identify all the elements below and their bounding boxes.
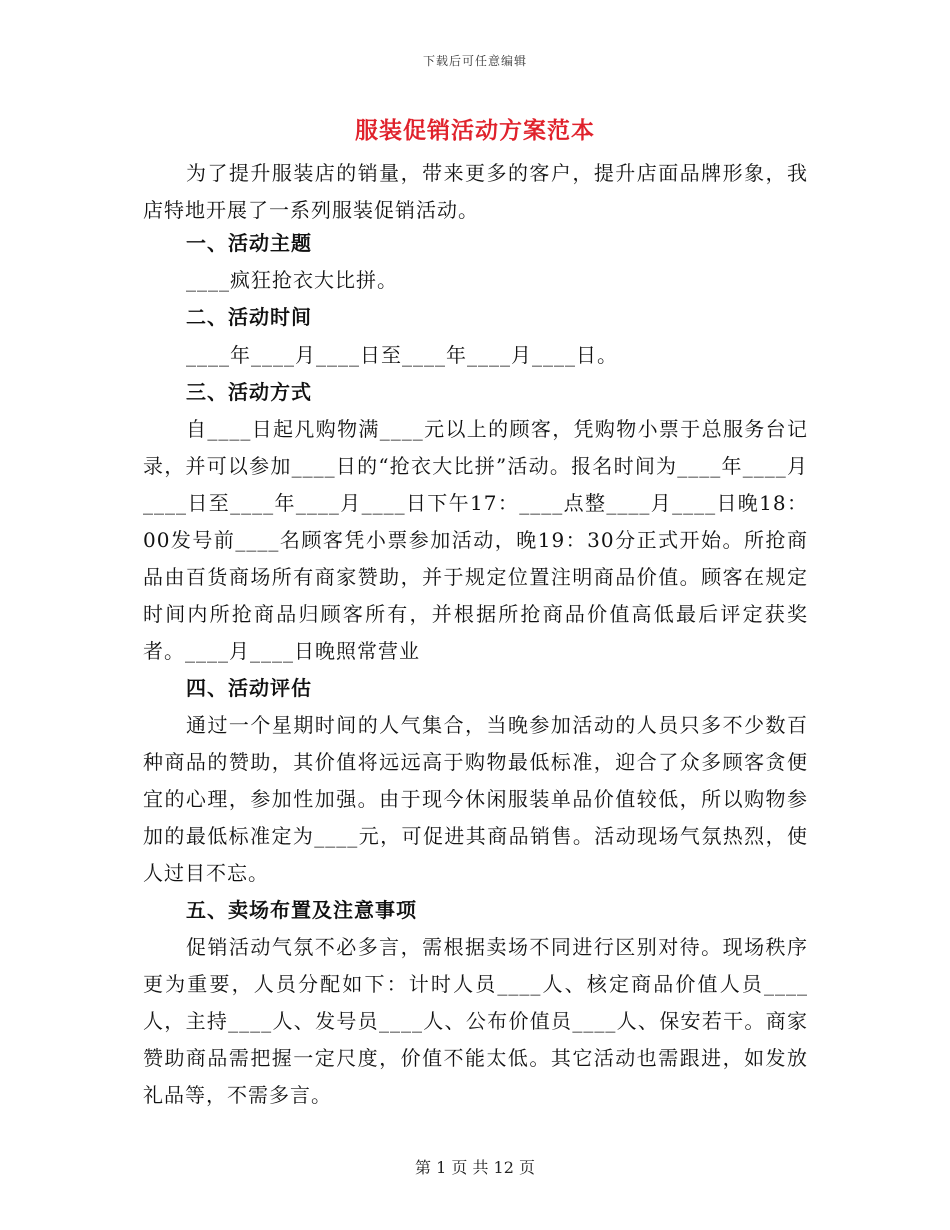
- section-heading-method: 三、活动方式: [186, 380, 312, 404]
- section-heading-theme: 一、活动主题: [186, 231, 312, 255]
- section-body-method: 自____日起凡购物满____元以上的顾客，凭购物小票于总服务台记录，并可以参加____日的“抢衣大比拼”活动。报名时间为____年____月____日至____年____月____日下午17：____点整____月____日晚18：00发号前____名顾客凭小票参加活动，晚19：30分正式开始。所抢商品由百货商场所有商家赞助，并于规定位置注明商品价值。顾客在规定时间内所抢商品归顾客所有，并根据所抢商品价值高低最后评定获奖者。____月____日晚照常营业: [143, 417, 808, 663]
- intro-paragraph: 为了提升服装店的销量，带来更多的客户，提升店面品牌形象，我店特地开展了一系列服装促销活动。: [143, 161, 808, 222]
- section-heading-layout: 五、卖场布置及注意事项: [186, 898, 417, 922]
- section-heading-evaluation: 四、活动评估: [186, 676, 312, 700]
- section-body-theme: ____疯狂抢衣大比拼。: [186, 268, 398, 292]
- document-title: 服装促销活动方案范本: [355, 117, 595, 144]
- section-body-time: ____年____月____日至____年____月____日。: [186, 343, 618, 367]
- header-note: 下载后可任意编辑: [422, 54, 527, 68]
- page-footer: 第 1 页 共 12 页: [415, 1158, 535, 1177]
- section-heading-time: 二、活动时间: [186, 305, 312, 329]
- section-body-layout: 促销活动气氛不必多言，需根据卖场不同进行区别对待。现场秩序更为重要，人员分配如下：计时人员____人、核定商品价值人员____人，主持____人、发号员____人、公布价值员____人、保安若干。商家赞助商品需把握一定尺度，价值不能太低。其它活动也需跟进，如发放礼品等，不需多言。: [143, 935, 808, 1107]
- section-body-evaluation: 通过一个星期时间的人气集合，当晚参加活动的人员只多不少数百种商品的赞助，其价值将远远高于购物最低标准，迎合了众多顾客贪便宜的心理，参加性加强。由于现今休闲服装单品价值较低，所以购物参加的最低标准定为____元，可促进其商品销售。活动现场气氛热烈，使人过目不忘。: [143, 713, 808, 885]
